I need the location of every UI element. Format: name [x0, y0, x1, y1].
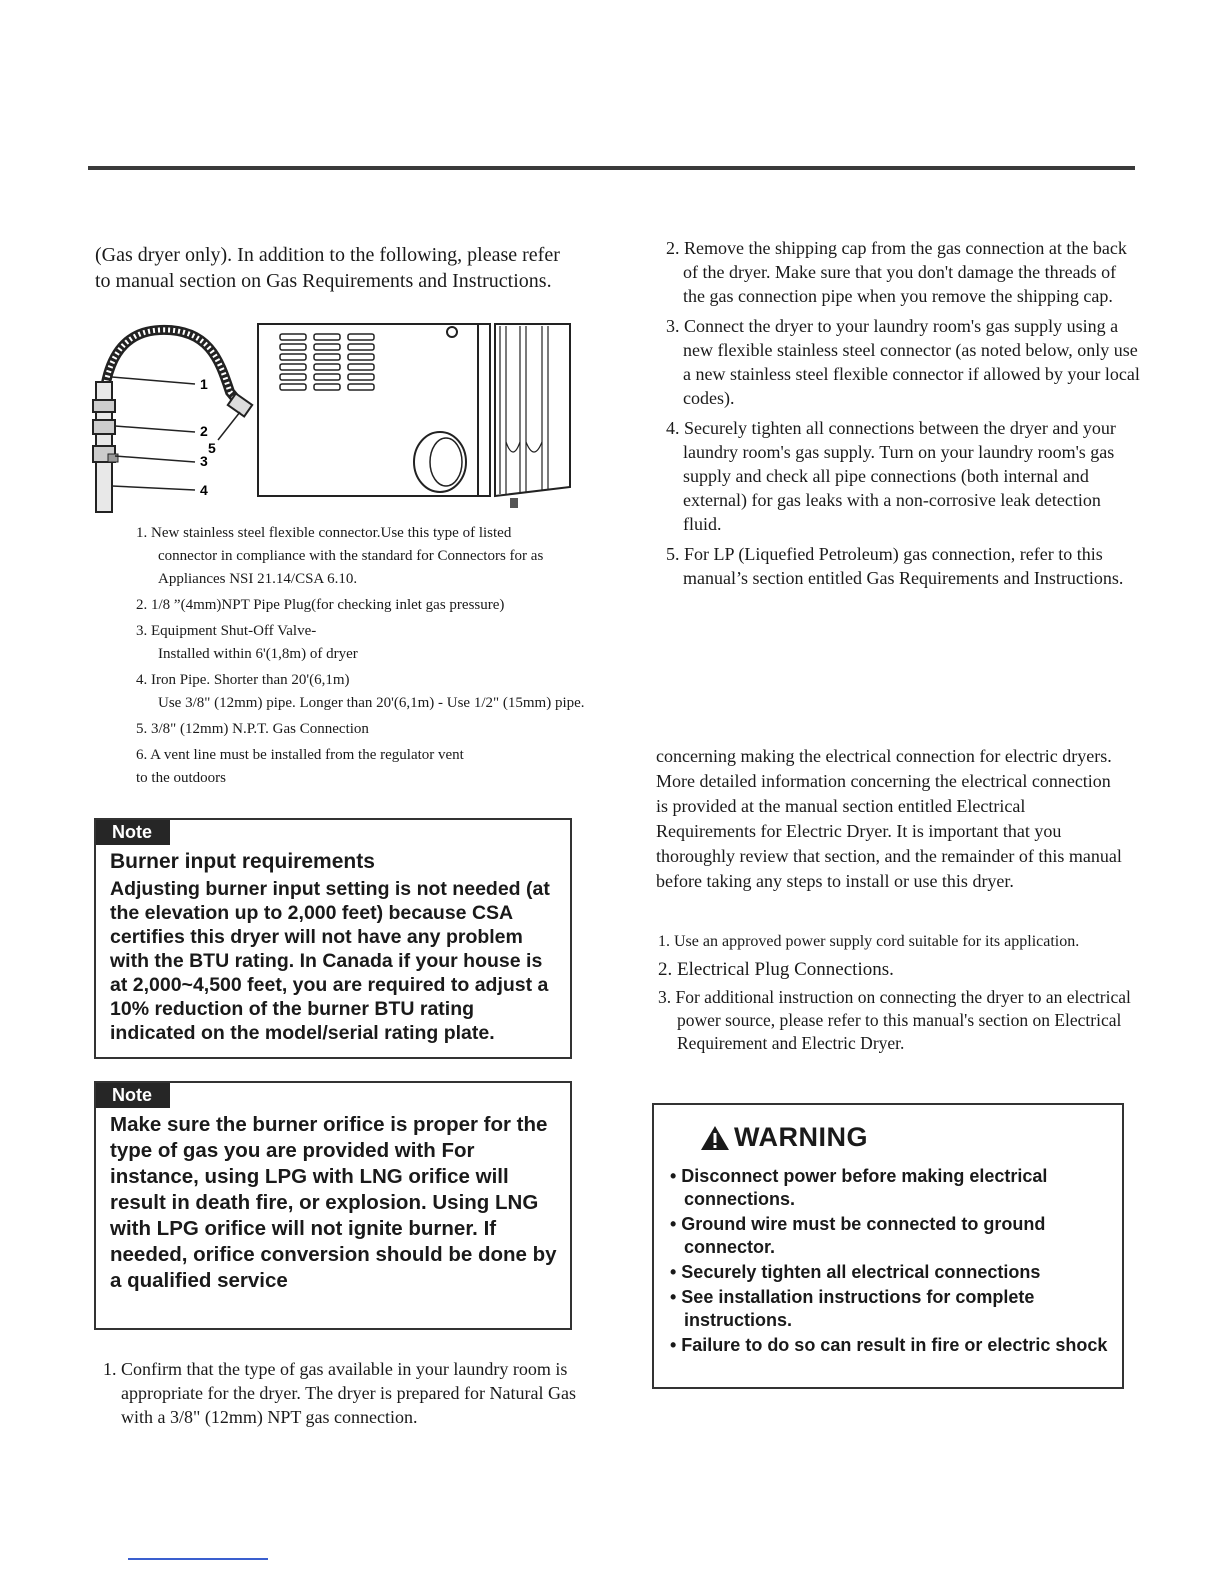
warning-heading: WARNING: [700, 1122, 868, 1153]
list-item: 3. For additional instruction on connecting the dryer to an electrical power source, please refer to this manual's section on Electrical Requirement and Electric Dryer.: [658, 987, 1131, 1053]
warning-box: [652, 1103, 1124, 1389]
legend-item: 1. New stainless steel flexible connector.Use this type of listed connector in compliance with the standard for Connectors for as Appliances NSI 21.14/CSA 6.10.: [136, 525, 544, 587]
footer-link-underline[interactable]: [128, 1558, 268, 1560]
callout-4: 4: [200, 482, 208, 498]
legend-item: 5. 3/8" (12mm) N.P.T. Gas Connection: [136, 721, 369, 737]
burner-orifice-note: [94, 1081, 572, 1330]
gas-step-1: 1. Confirm that the type of gas available in your laundry room is appropriate for the dryer. The dryer is prepared for Natural Gas with a 3/8" (12mm) NPT gas connection.: [103, 1359, 576, 1427]
callout-2: 2: [200, 423, 208, 439]
warning-item: • Ground wire must be connected to ground connector.: [670, 1214, 1046, 1257]
warning-list: [670, 1165, 1112, 1359]
warning-item: • Securely tighten all electrical connections: [670, 1262, 1041, 1282]
list-item: 2. Electrical Plug Connections.: [658, 959, 894, 980]
callout-3: 3: [200, 453, 208, 469]
electrical-steps-list: [658, 930, 1133, 1060]
list-item: 3. Connect the dryer to your laundry room's gas supply using a new flexible stainless steel connector (as noted below, only use a new stainless steel flexible connector if allowed by your local codes).: [666, 316, 1140, 408]
list-item: 2. Remove the shipping cap from the gas connection at the back of the dryer. Make sure that you don't damage the threads of the gas connection pipe when you remove the shipping cap.: [666, 238, 1127, 306]
intro-paragraph: (Gas dryer only). In addition to the following, please refer to manual section on Gas Requirements and Instructions.: [95, 244, 560, 292]
header-rule: [88, 166, 1135, 170]
list-item: 5. For LP (Liquefied Petroleum) gas connection, refer to this manual’s section entitled Gas Requirements and Instructions.: [666, 544, 1124, 588]
electrical-paragraph: concerning making the electrical connection for electric dryers. More detailed information concerning the electrical connection is provided at the manual section entitled Electrical Requirements for Electric Dryer. It is important that you thoroughly review that section, and the remainder of this manual before taking any steps to install or use this dryer.: [656, 746, 1122, 891]
list-item: 1. Use an approved power supply cord suitable for its application.: [658, 933, 1080, 950]
note-body: Adjusting burner input setting is not needed (at the elevation up to 2,000 feet) because CSA certifies this dryer will not have any problem with the BTU rating. In Canada if your house is at 2,000~4,500 feet, you are required to adjust a 10% reduction of the burner BTU rating indicated on the model/serial rating plate.: [110, 878, 550, 1044]
legend-item: 6. A vent line must be installed from the regulator vent to the outdoors: [136, 747, 464, 786]
diagram-legend: [136, 522, 646, 793]
legend-item: 3. Equipment Shut-Off Valve- Installed within 6'(1,8m) of dryer: [136, 623, 358, 662]
callout-5: 5: [208, 440, 216, 456]
burner-input-note: [94, 818, 572, 1059]
warning-item: • See installation instructions for complete instructions.: [670, 1287, 1035, 1330]
gas-steps-list: [666, 236, 1141, 596]
legend-item: 4. Iron Pipe. Shorter than 20'(6,1m) Use 3/8" (12mm) pipe. Longer than 20'(6,1m) - Use 1/2" (15mm) pipe.: [136, 672, 585, 711]
note-tag: Note: [96, 1083, 170, 1108]
warning-triangle-icon: [700, 1125, 730, 1151]
callout-1: 1: [200, 376, 208, 392]
warning-item: • Failure to do so can result in fire or electric shock: [670, 1335, 1108, 1355]
list-item: 4. Securely tighten all connections between the dryer and your laundry room's gas supply. Turn on your laundry room's gas supply and check all pipe connections (both internal and external) for gas leaks with a non-corrosive leak detection fluid.: [666, 418, 1116, 534]
legend-item: 2. 1/8 ”(4mm)NPT Pipe Plug(for checking inlet gas pressure): [136, 597, 505, 613]
note-tag: Note: [96, 820, 170, 845]
note-title: Burner input requirements: [110, 850, 375, 873]
warning-item: • Disconnect power before making electrical connections.: [670, 1166, 1048, 1209]
gas-connection-diagram: [90, 322, 620, 518]
note-body: Make sure the burner orifice is proper for the type of gas you are provided with For instance, using LPG with LNG orifice will result in death fire, or explosion. Using LNG with LPG orifice will not ignite burner. If needed, orifice conversion should be done by a qualified service: [110, 1113, 557, 1292]
